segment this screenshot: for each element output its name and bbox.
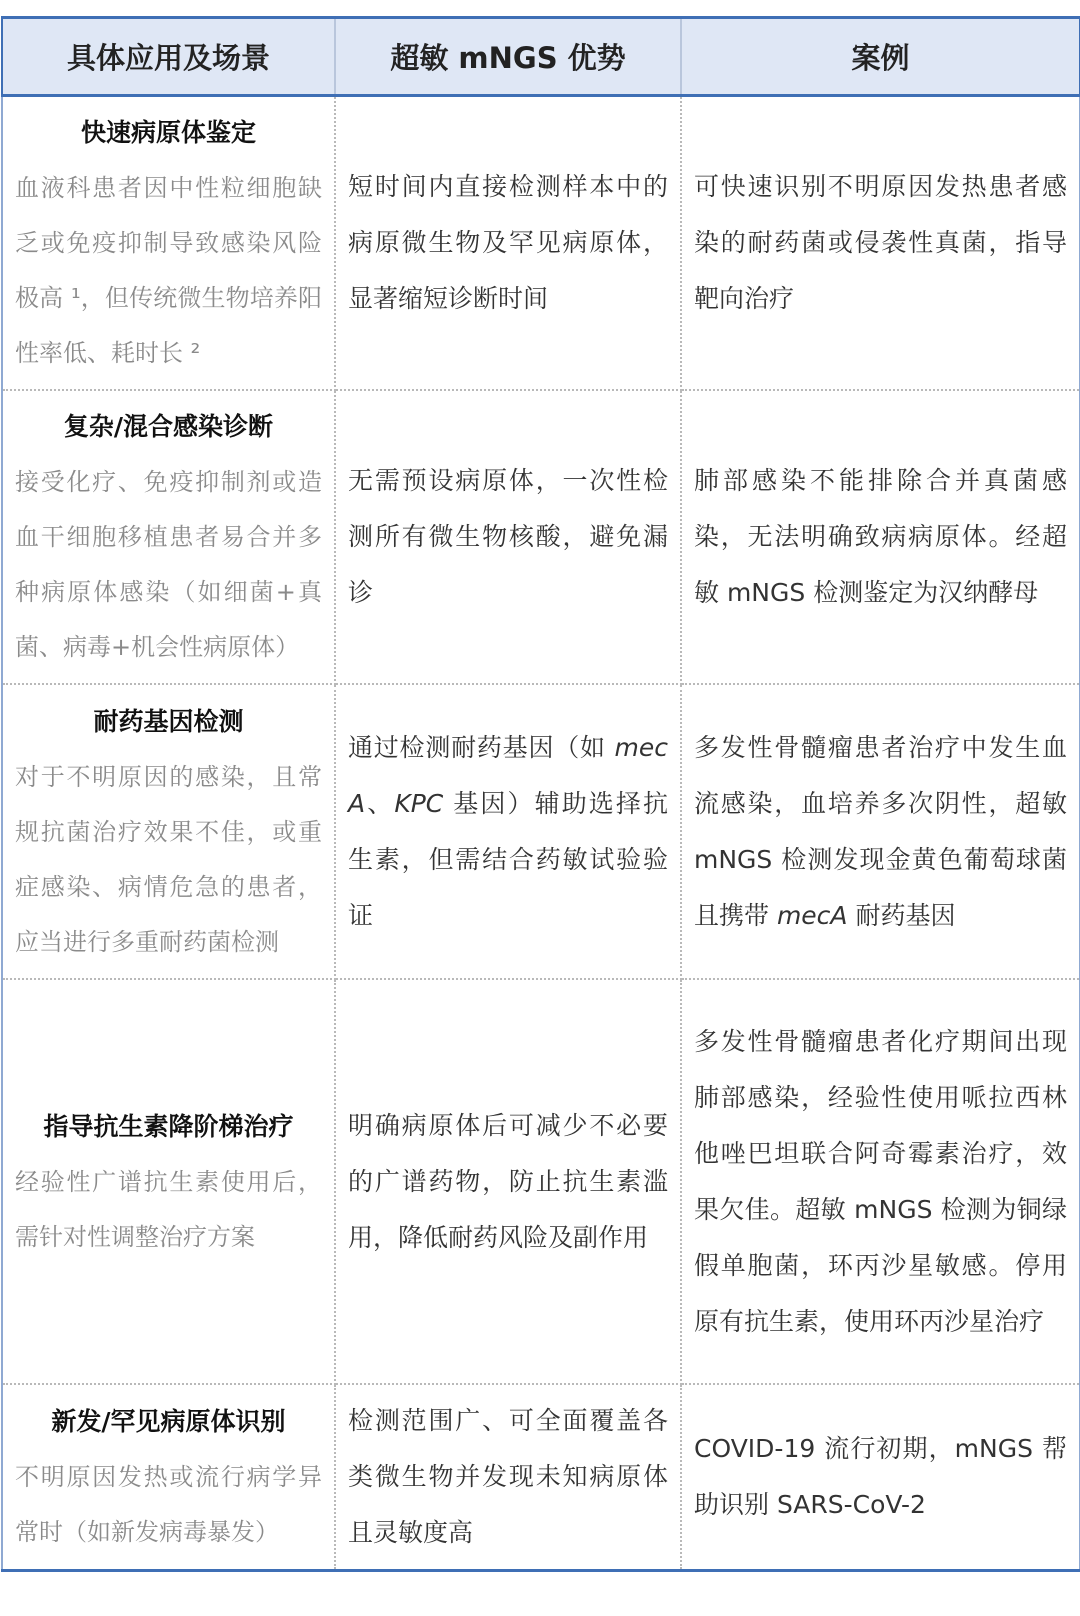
- advantage-cell: [335, 684, 681, 979]
- table-row: [2, 684, 1080, 979]
- case-text-pre: 多发性骨髓瘤患者治疗中发生血流感染，血培养多次阴性，超敏 mNGS 检测发现金黄色葡萄球菌且携带: [694, 732, 1067, 930]
- scenario-description: 经验性广谱抗生素使用后，需针对性调整治疗方案: [15, 1167, 322, 1251]
- scenario-cell: [2, 96, 335, 391]
- header-advantage: 超敏 mNGS 优势: [335, 18, 681, 96]
- case-text: 多发性骨髓瘤患者化疗期间出现肺部感染，经验性使用哌拉西林他唑巴坦联合阿奇霉素治疗，效果欠佳。超敏 mNGS 检测为铜绿假单胞菌，环丙沙星敏感。停用原有抗生素，使用环丙沙星治疗: [694, 1026, 1067, 1336]
- advantage-cell: [335, 1384, 681, 1571]
- gene-meca: mecA: [348, 732, 668, 818]
- case-text: [694, 720, 1067, 944]
- gene-kpc: KPC: [394, 788, 444, 818]
- table-row: [2, 96, 1080, 391]
- header-row: [2, 18, 1080, 96]
- advantage-text: 无需预设病原体，一次性检测所有微生物核酸，避免漏诊: [348, 466, 668, 607]
- advantage-cell: [335, 390, 681, 684]
- case-text: 肺部感染不能排除合并真菌感染，无法明确致病病原体。经超敏 mNGS 检测鉴定为汉纳酵母: [694, 466, 1067, 607]
- advantage-text-post: 基因）辅助选择抗生素，但需结合药敏试验验证: [348, 788, 668, 930]
- advantage-cell: [335, 96, 681, 391]
- header-scenario: 具体应用及场景: [2, 18, 335, 96]
- advantage-text: 短时间内直接检测样本中的病原微生物及罕见病原体，显著缩短诊断时间: [348, 172, 668, 313]
- scenario-title: 复杂/混合感染诊断: [63, 412, 274, 441]
- advantage-text-pre: 通过检测耐药基因（如: [348, 732, 615, 762]
- case-text: COVID-19 流行初期，mNGS 帮助识别 SARS-CoV-2: [694, 1434, 1067, 1519]
- application-table: [1, 16, 1080, 1572]
- scenario-title: 指导抗生素降阶梯治疗: [43, 1111, 294, 1141]
- scenario-cell: [2, 684, 335, 979]
- table-row: [2, 1384, 1080, 1571]
- scenario-title: 快速病原体鉴定: [80, 118, 256, 147]
- case-cell: [681, 96, 1080, 391]
- advantage-text: 明确病原体后可减少不必要的广谱药物，防止抗生素滥用，降低耐药风险及副作用: [348, 1110, 668, 1252]
- case-cell: [681, 979, 1080, 1384]
- scenario-description: 接受化疗、免疫抑制剂或造血干细胞移植患者易合并多种病原体感染（如细菌+真菌、病毒+机会性病原体）: [15, 468, 322, 661]
- gene-meca: mecA: [776, 900, 848, 930]
- scenario-description: 对于不明原因的感染，且常规抗菌治疗效果不佳，或重症感染、病情危急的患者，应当进行多重耐药菌检测: [15, 762, 322, 956]
- scenario-title: 耐药基因检测: [93, 706, 244, 736]
- case-cell: [681, 684, 1080, 979]
- advantage-text: 检测范围广、可全面覆盖各类微生物并发现未知病原体且灵敏度高: [348, 1406, 668, 1547]
- scenario-cell: [2, 390, 335, 684]
- advantage-separator: 、: [365, 788, 395, 818]
- scenario-description: 不明原因发热或流行病学异常时（如新发病毒暴发）: [15, 1463, 322, 1546]
- table-row: [2, 390, 1080, 684]
- advantage-text: [348, 720, 668, 944]
- scenario-description: 血液科患者因中性粒细胞缺乏或免疫抑制导致感染风险极高 ¹，但传统微生物培养阳性率低、耗时长 ²: [15, 174, 322, 367]
- table-container: [0, 16, 1080, 1572]
- case-text: 可快速识别不明原因发热患者感染的耐药菌或侵袭性真菌，指导靶向治疗: [694, 172, 1067, 313]
- scenario-cell: [2, 979, 335, 1384]
- header-case: 案例: [681, 18, 1080, 96]
- case-cell: [681, 1384, 1080, 1571]
- case-cell: [681, 390, 1080, 684]
- advantage-cell: [335, 979, 681, 1384]
- table-row: [2, 979, 1080, 1384]
- scenario-title: 新发/罕见病原体识别: [51, 1407, 286, 1436]
- case-text-post: 耐药基因: [847, 900, 956, 930]
- scenario-cell: [2, 1384, 335, 1571]
